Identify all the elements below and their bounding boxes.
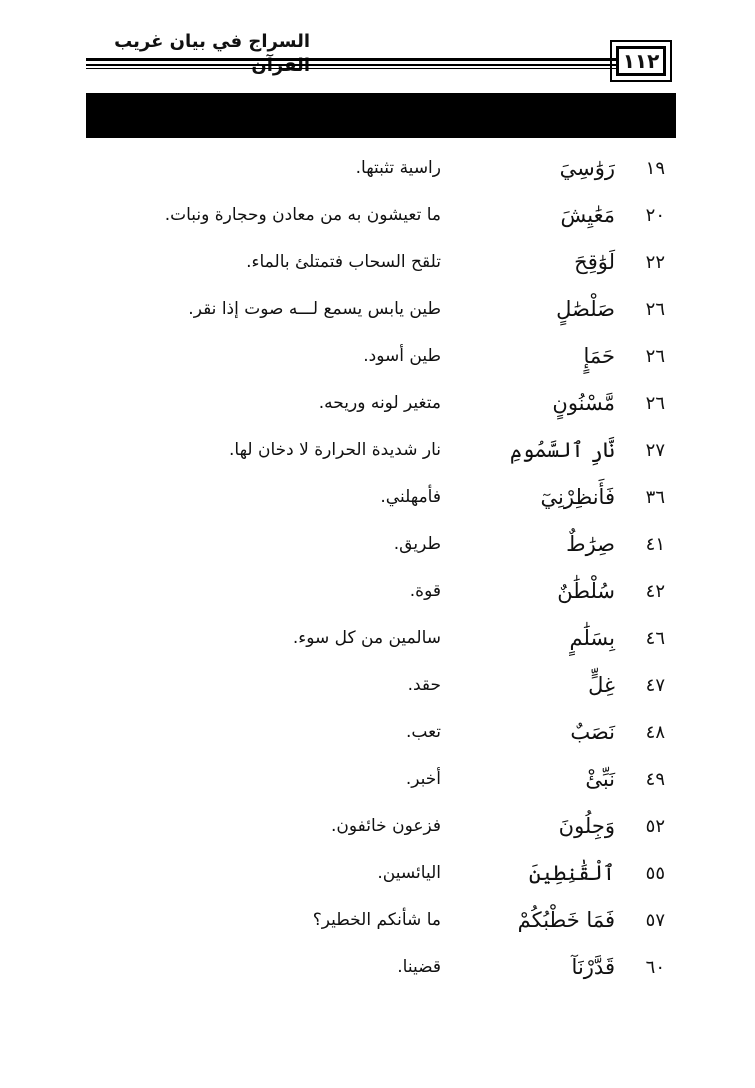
verse-number: ٦٠	[645, 957, 665, 978]
verse-number: ٤٢	[645, 581, 665, 602]
glossary-entry	[0, 476, 755, 520]
glossary-entry	[0, 805, 755, 849]
word-meaning: ما شأنكم الخطير؟	[312, 910, 441, 930]
quran-word: ٱلْقَٰنِطِينَ	[528, 861, 615, 885]
word-meaning: راسية تثبتها.	[355, 158, 441, 178]
glossary-entry	[0, 711, 755, 755]
glossary-entry	[0, 288, 755, 332]
glossary-entry	[0, 241, 755, 285]
word-meaning: اليائسين.	[377, 863, 441, 883]
quran-word: حَمَإٍ	[583, 344, 615, 368]
verse-number: ٢٦	[645, 299, 665, 320]
verse-number: ١٩	[645, 158, 665, 179]
verse-number: ٣٦	[645, 487, 665, 508]
glossary-entry	[0, 946, 755, 990]
word-meaning: نار شديدة الحرارة لا دخان لها.	[228, 440, 441, 460]
glossary-entry	[0, 523, 755, 567]
verse-number: ٥٢	[645, 816, 665, 837]
header-rule	[86, 68, 618, 69]
word-meaning: سالمين من كل سوء.	[292, 628, 441, 648]
quran-word: فَأَنظِرْنِيٓ	[540, 485, 615, 509]
glossary-entry	[0, 429, 755, 473]
glossary-entry	[0, 664, 755, 708]
word-meaning: ما تعيشون به من معادن وحجارة ونبات.	[164, 205, 441, 225]
quran-word: مَعَٰيِشَ	[560, 203, 615, 227]
quran-word: سُلْطَٰنٌ	[557, 579, 615, 603]
word-meaning: تعب.	[405, 722, 441, 742]
word-meaning: قوة.	[409, 581, 441, 601]
quran-word: وَجِلُونَ	[558, 814, 615, 838]
verse-number: ٤١	[645, 534, 665, 555]
quran-word: قَدَّرْنَآ	[571, 955, 615, 979]
glossary-entry	[0, 335, 755, 379]
word-meaning: متغير لونه وريحه.	[318, 393, 441, 413]
quran-word: غِلٍّ	[588, 673, 615, 697]
word-meaning: طين أسود.	[363, 346, 441, 366]
quran-word: صِرَٰطٌ	[566, 532, 615, 556]
verse-number: ٤٨	[645, 722, 665, 743]
word-meaning: حقد.	[407, 675, 441, 695]
section-banner	[86, 93, 676, 138]
header-rule	[86, 58, 618, 61]
book-title: السراج في بيان غريب	[114, 31, 310, 52]
quran-word: لَوَٰقِحَ	[574, 250, 615, 274]
page-number: ١١٢	[616, 46, 666, 76]
verse-number: ٢٧	[645, 440, 665, 461]
word-meaning: طريق.	[393, 534, 441, 554]
verse-number: ٢٦	[645, 393, 665, 414]
glossary-entry	[0, 570, 755, 614]
word-meaning: فأمهلني.	[380, 487, 441, 507]
quran-word: فَمَا خَطْبُكُمْ	[517, 908, 615, 932]
quran-word: نَصَبٌ	[570, 720, 615, 744]
verse-number: ٢٦	[645, 346, 665, 367]
header-rule	[86, 64, 618, 66]
glossary-entry	[0, 194, 755, 238]
quran-word: نَبِّئْ	[585, 767, 615, 791]
word-meaning: قضينا.	[397, 957, 441, 977]
glossary-entry	[0, 617, 755, 661]
verse-number: ٤٩	[645, 769, 665, 790]
quran-word: مَّسْنُونٍ	[552, 391, 615, 415]
verse-number: ٢٢	[645, 252, 665, 273]
word-meaning: أخبر.	[405, 769, 441, 789]
page-number-box	[610, 40, 672, 82]
quran-word: رَوَٰسِيَ	[559, 156, 615, 180]
word-meaning: فزعون خائفون.	[330, 816, 441, 836]
word-meaning: تلقح السحاب فتمتلئ بالماء.	[246, 252, 441, 272]
quran-word: نَّارِ ٱلسَّمُومِ	[509, 438, 615, 462]
verse-number: ٤٦	[645, 628, 665, 649]
glossary-entry	[0, 852, 755, 896]
verse-number: ٥٥	[645, 863, 665, 884]
quran-word: بِسَلَٰمٍ	[569, 626, 615, 650]
glossary-entry	[0, 899, 755, 943]
word-meaning: طين يابس يسمع لـــه صوت إذا نقر.	[188, 299, 441, 319]
glossary-entry	[0, 382, 755, 426]
verse-number: ٢٠	[645, 205, 665, 226]
verse-number: ٥٧	[645, 910, 665, 931]
verse-number: ٤٧	[645, 675, 665, 696]
quran-word: صَلْصَٰلٍ	[556, 297, 615, 321]
glossary-entry	[0, 758, 755, 802]
glossary-entry	[0, 147, 755, 191]
